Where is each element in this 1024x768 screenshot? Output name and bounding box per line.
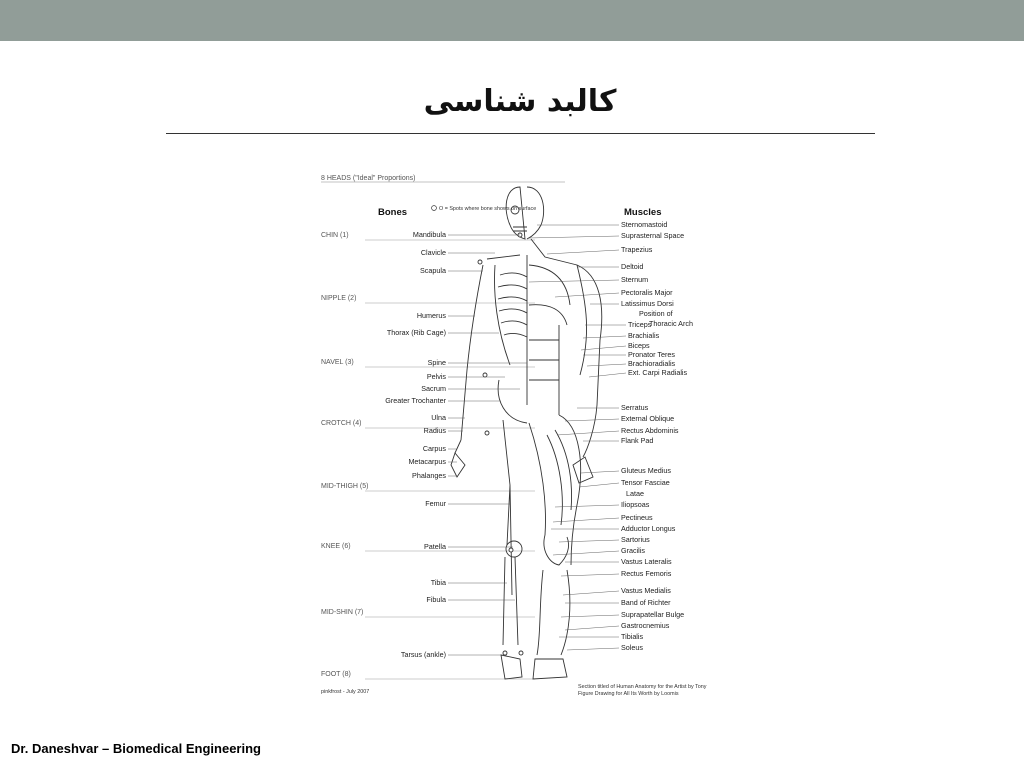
muscle-leader-line bbox=[589, 373, 626, 377]
muscle-label-thoracic-arch: Thoracic Arch bbox=[649, 319, 693, 328]
artist-signature: pinkfrost - July 2007 bbox=[321, 689, 370, 695]
legend-text: O = Spots where bone shows on surface bbox=[439, 206, 537, 212]
proportion-header: 8 HEADS ("Ideal" Proportions) bbox=[321, 175, 416, 182]
bone-label-carpus: Carpus bbox=[422, 444, 446, 453]
anatomy-figure bbox=[315, 165, 725, 705]
muscle-label-position-of: Position of bbox=[639, 309, 673, 318]
muscle-label-flank-pad: Flank Pad bbox=[621, 436, 654, 445]
bone-label-ulna: Ulna bbox=[431, 413, 446, 422]
proportion-label-mid-thigh-5: MID-THIGH (5) bbox=[321, 483, 369, 490]
muscle-labels bbox=[529, 220, 693, 652]
proportion-label-mid-shin-7: MID-SHIN (7) bbox=[321, 609, 364, 616]
muscle-label-band-of-richter: Band of Richter bbox=[621, 598, 671, 607]
proportion-label-crotch-4: CROTCH (4) bbox=[321, 420, 362, 427]
muscle-leader-line bbox=[529, 280, 619, 282]
footer-author: Dr. Daneshvar – Biomedical Engineering bbox=[11, 741, 261, 756]
muscle-leader-line bbox=[529, 236, 619, 238]
bone-label-tarsus-ankle: Tarsus (ankle) bbox=[400, 650, 446, 659]
muscle-label-adductor-longus: Adductor Longus bbox=[621, 524, 676, 533]
muscle-leader-line bbox=[555, 293, 619, 297]
muscle-label-suprasternal-space: Suprasternal Space bbox=[621, 231, 685, 240]
muscle-leader-line bbox=[553, 551, 619, 555]
muscle-label-vastus-medialis: Vastus Medialis bbox=[621, 586, 671, 595]
proportion-label-knee-6: KNEE (6) bbox=[321, 543, 351, 550]
muscle-label-pectineus: Pectineus bbox=[621, 513, 653, 522]
bone-label-scapula: Scapula bbox=[420, 266, 446, 275]
muscle-label-ext-carpi-radialis: Ext. Carpi Radialis bbox=[628, 368, 688, 377]
bone-label-patella: Patella bbox=[424, 542, 446, 551]
muscle-leader-line bbox=[553, 518, 619, 522]
bone-label-pelvis: Pelvis bbox=[426, 372, 446, 381]
muscle-label-rectus-femoris: Rectus Femoris bbox=[621, 569, 672, 578]
bones-heading: Bones bbox=[378, 207, 408, 218]
bone-label-radius: Radius bbox=[423, 426, 446, 435]
muscle-leader-line bbox=[561, 574, 619, 576]
muscle-label-sartorius: Sartorius bbox=[621, 535, 650, 544]
body-drawing bbox=[451, 187, 602, 679]
credit-line-2: Figure Drawing for All Its Worth by Loomis bbox=[578, 691, 679, 697]
muscle-leader-line bbox=[587, 364, 626, 366]
muscle-leader-line bbox=[563, 591, 619, 595]
muscle-leader-line bbox=[547, 250, 619, 254]
bone-label-fibula: Fibula bbox=[426, 595, 446, 604]
muscle-leader-line bbox=[565, 419, 619, 421]
proportion-label-nipple-2: NIPPLE (2) bbox=[321, 295, 357, 302]
bone-label-sacrum: Sacrum bbox=[421, 384, 446, 393]
muscle-label-iliopsoas: Iliopsoas bbox=[621, 500, 650, 509]
muscle-label-triceps: Triceps bbox=[628, 320, 652, 329]
muscle-label-vastus-lateralis: Vastus Lateralis bbox=[621, 557, 672, 566]
muscle-label-pronator-teres: Pronator Teres bbox=[628, 350, 676, 359]
anatomy-diagram bbox=[315, 165, 725, 705]
muscle-label-latissimus-dorsi: Latissimus Dorsi bbox=[621, 299, 674, 308]
bone-label-femur: Femur bbox=[425, 499, 446, 508]
muscle-label-brachioradialis: Brachioradialis bbox=[628, 359, 676, 368]
muscle-leader-line bbox=[565, 626, 619, 630]
skeleton-half bbox=[451, 187, 527, 679]
muscle-label-suprapatellar-bulge: Suprapatellar Bulge bbox=[621, 610, 685, 619]
muscle-leader-line bbox=[583, 336, 626, 338]
top-accent-band bbox=[0, 0, 1024, 41]
muscle-label-biceps: Biceps bbox=[628, 341, 650, 350]
bone-label-mandibula: Mandibula bbox=[412, 230, 446, 239]
bone-label-thorax-rib-cage: Thorax (Rib Cage) bbox=[386, 328, 446, 337]
muscles-heading: Muscles bbox=[624, 207, 662, 218]
muscle-label-gracilis: Gracilis bbox=[621, 546, 645, 555]
muscle-leader-line bbox=[581, 346, 626, 350]
muscle-label-rectus-abdominis: Rectus Abdominis bbox=[621, 426, 679, 435]
legend-circle-icon bbox=[432, 206, 437, 211]
muscle-label-external-oblique: External Oblique bbox=[621, 414, 675, 423]
muscle-label-gluteus-medius: Gluteus Medius bbox=[621, 466, 671, 475]
bone-label-metacarpus: Metacarpus bbox=[408, 457, 446, 466]
proportion-label-chin-1: CHIN (1) bbox=[321, 232, 349, 239]
muscle-label-deltoid: Deltoid bbox=[621, 262, 644, 271]
muscle-label-tensor-fasciae: Tensor Fasciae bbox=[621, 478, 670, 487]
muscle-label-tibialis: Tibialis bbox=[621, 632, 644, 641]
muscle-leader-line bbox=[557, 431, 619, 435]
muscle-leader-line bbox=[555, 505, 619, 507]
bone-label-tibia: Tibia bbox=[430, 578, 446, 587]
bone-label-humerus: Humerus bbox=[416, 311, 446, 320]
muscle-label-sternum: Sternum bbox=[621, 275, 649, 284]
title-divider bbox=[166, 133, 875, 134]
proportion-label-navel-3: NAVEL (3) bbox=[321, 359, 354, 366]
muscle-label-trapezius: Trapezius bbox=[621, 245, 653, 254]
credit-line-1: Section titled of Human Anatomy for the Artist by Tony bbox=[578, 684, 707, 690]
slide-title: کالبد شناسی bbox=[423, 84, 617, 119]
muscle-leader-line bbox=[581, 471, 619, 473]
muscle-label-latae: Latae bbox=[626, 489, 644, 498]
muscle-label-pectoralis-major: Pectoralis Major bbox=[621, 288, 673, 297]
proportion-labels bbox=[321, 232, 535, 679]
bone-label-spine: Spine bbox=[427, 358, 446, 367]
bone-label-clavicle: Clavicle bbox=[420, 248, 446, 257]
muscle-label-brachialis: Brachialis bbox=[628, 331, 660, 340]
bone-label-phalanges: Phalanges bbox=[412, 471, 446, 480]
muscle-label-serratus: Serratus bbox=[621, 403, 649, 412]
muscle-label-sternomastoid: Sternomastoid bbox=[621, 220, 668, 229]
bone-label-greater-trochanter: Greater Trochanter bbox=[385, 396, 446, 405]
muscle-label-soleus: Soleus bbox=[621, 643, 643, 652]
proportion-label-foot-8: FOOT (8) bbox=[321, 671, 351, 678]
muscle-leader-line bbox=[579, 483, 619, 487]
muscle-label-gastrocnemius: Gastrocnemius bbox=[621, 621, 670, 630]
muscle-leader-line bbox=[567, 648, 619, 650]
